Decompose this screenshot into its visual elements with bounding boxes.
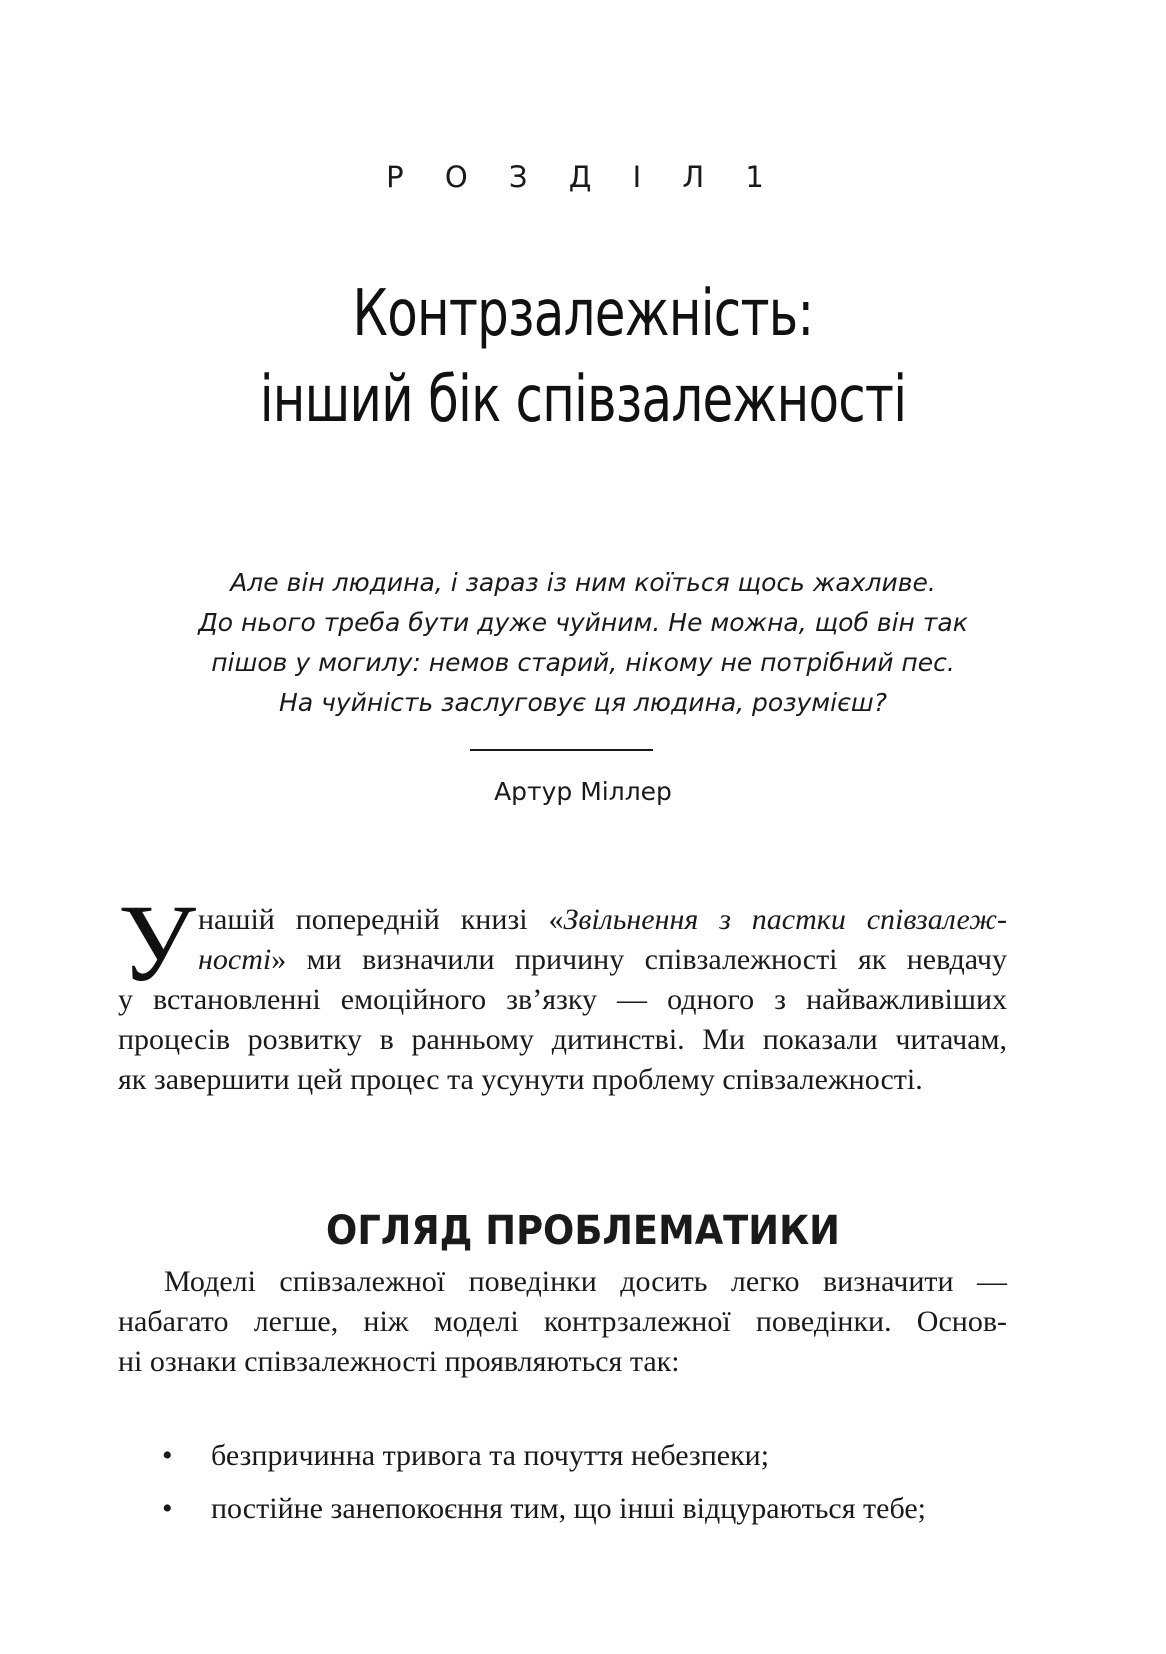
intro-line — [118, 900, 1007, 940]
intro-line: як завершити цей процес та усунути проблему співзалежності. — [118, 1063, 923, 1096]
list-item-text: безпричинна тривога та почуття небезпеки; — [211, 1439, 770, 1472]
paragraph-line: Моделі співзалежної поведінки досить легко визначити — — [164, 1265, 1007, 1298]
bullet-icon: • — [162, 1439, 173, 1472]
epigraph-line: До нього треба бути дуже чуйним. Не можна, щоб він так — [198, 608, 968, 637]
bullet-icon: • — [162, 1492, 173, 1525]
paragraph-line: ні ознаки співзалежності проявляються так: — [118, 1345, 680, 1378]
epigraph-author: Артур Міллер — [494, 777, 672, 806]
symptom-list — [118, 1429, 1007, 1535]
epigraph-line: На чуйність заслуговує ця людина, розумієш? — [279, 688, 887, 717]
paragraph-line: набагато легше, ніж моделі контрзалежної поведінки. Основ- — [118, 1305, 1007, 1338]
drop-cap: У — [118, 882, 196, 1004]
chapter-title-line-2: інший бік співзалежності — [259, 362, 907, 437]
epigraph-divider — [470, 749, 653, 751]
chapter-title-line-1: Контрзалежність: — [352, 276, 814, 351]
epigraph-line: пішов у могилу: немов старий, нікому не потрібний пес. — [211, 648, 955, 677]
book-title-italic: Звільнення з пастки співзалеж- — [563, 903, 1007, 936]
intro-line: у встановленні емоційного зв’язку — одного з найважливіших — [118, 983, 1007, 1016]
chapter-title — [128, 271, 1037, 443]
epigraph-line: Але він людина, і зараз із ним коїться щось жахливе. — [230, 568, 936, 597]
list-item-text: постійне занепокоєння тим, що інші відцураються тебе; — [211, 1492, 926, 1525]
chapter-number: Р О З Д І Л 1 — [386, 160, 780, 194]
intro-paragraph — [118, 882, 1007, 1100]
list-item — [118, 1429, 1007, 1482]
intro-text: нашій попередній книзі « — [198, 903, 564, 936]
epigraph-quote — [140, 563, 1026, 723]
section-paragraph — [118, 1262, 1007, 1382]
intro-line — [118, 940, 1007, 980]
section-heading: ОГЛЯД ПРОБЛЕМАТИКИ — [326, 1208, 840, 1255]
list-item — [118, 1482, 1007, 1535]
intro-text: » ми визначили причину співзалежності як невдачу — [271, 943, 1007, 976]
intro-line: процесів розвитку в ранньому дитинстві. Ми показали читачам, — [118, 1023, 1007, 1056]
book-title-italic: ності — [198, 943, 272, 976]
